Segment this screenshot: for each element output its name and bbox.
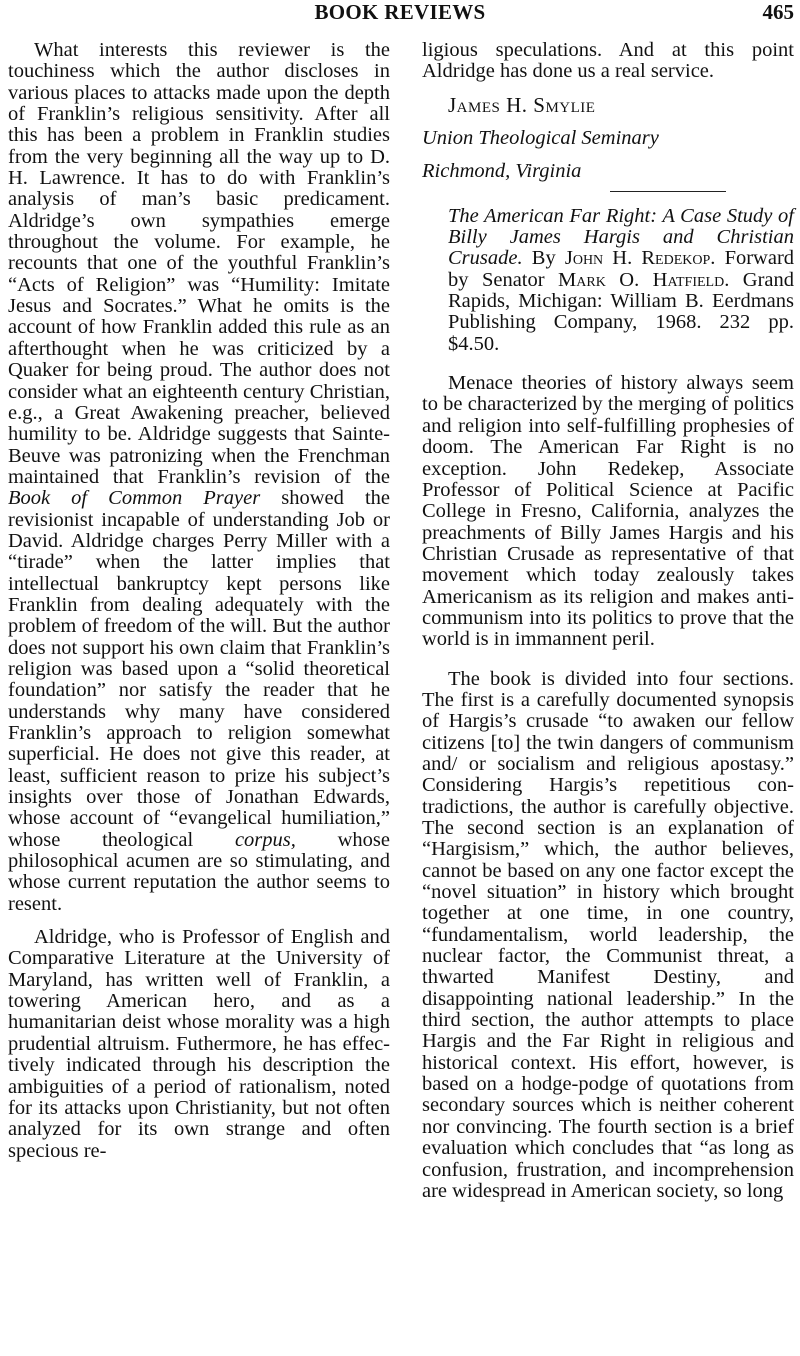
left-para1-book-title: Book of Common Prayer (8, 487, 261, 510)
section-divider (610, 191, 726, 192)
book-forward-author: Mark O. Hatfield. (558, 268, 730, 291)
right-continuation: ligious speculations. And at this point Aldridge has done us a real service. (422, 39, 794, 83)
reviewer-institution: Union Theological Seminary (422, 127, 659, 150)
reviewer-name: James H. Smylie (448, 92, 596, 117)
right-column (422, 40, 794, 1202)
book-by: By (531, 247, 556, 270)
left-paragraph-1 (8, 40, 390, 915)
reviewer-place: Richmond, Virginia (422, 160, 582, 183)
book-citation (422, 206, 794, 355)
book-publication: Grand Rapids, Michigan: William B. Eerdmans Publishing Company, 1968. 232 pp. $4.50. (448, 268, 795, 355)
right-paragraph-1: Menace theories of history always seem to be characterized by the merging of politics and religion into self-fulfilling prophesies of doom. The American Far Right is no exception. John Redekep, Associate Professor of Political Science at Pacific College in Fresno, California, analyzes the preachments of Billy James Hargis and his Christian Crusade as representative of that movement which today zealously takes Americanism as its religion and makes anti-communism into its politics to prove that the world is in immannent peril. (422, 372, 794, 651)
book-title: The American Far Right: A Case Study of Billy James Hargis and Christian Crusade. (448, 204, 794, 270)
left-para1-text-b: showed the revisionist incapable of understanding Job or David. Aldridge charges Perry Miller with a “tirade” when the latter implies that intellectual bankruptcy kept persons like Franklin from dealing adequately with the problem of freedom of the will. But the author does not support his own claim that Franklin’s religion was based upon a “solid theoretical foundation” nor satisfy the reader that he understands why many have considered Franklin’s approach to religion somewhat superficial. He does not give this reader, at least, sufficient reason to prize his subject’s insights over those of Jonathan Edwards, whose account of “evangelical humiliation,” whose theological (8, 487, 390, 851)
left-para1-corpus: corpus, (234, 828, 296, 851)
left-paragraph-2: Aldridge, who is Professor of English and Comparative Literature at the University of Maryland, has written well of Franklin, a towering American hero, and as a humanitarian deist whose morality was a high prudential altruism. Futhermore, he has effectively indicated through his description the ambiguities of a period of rationalism, noted for its attacks upon Christianity, but not often analyzed for its own strange and often specious re- (8, 926, 390, 1162)
running-title: BOOK REVIEWS (314, 0, 486, 24)
right-paragraph-2: The book is divided into four sections. The first is a carefully documented synopsis of Hargis’s crusade “to awaken our fellow citizens [to] the twin dangers of communism and/ or socialism and religious apostasy.” Considering Hargis’s repetitious contradictions, the author is carefully objective. The second section is an explanation of “Hargisism,” which, the author believes, cannot be based on any one factor except the “novel situation” in history which brought together at one time, in one country, “fundamentalism, world leadership, the nuclear factor, the Communist threat, a thwarted Manifest Destiny, and disappointing national leadership.” In the third section, the author attempts to place Hargis and the Far Right in religious and historical context. His effort, however, is based on a hodge-podge of quotations from secondary sources which is neither coherent nor convincing. The fourth section is a brief evaluation which concludes that “as long as confusion, frustration, and incomprehension are widespread in American society, so long (422, 667, 794, 1202)
left-column (8, 40, 390, 1162)
book-author: John H. Redekop. (564, 247, 716, 270)
left-para1-text: What interests this reviewer is the touchiness which the author discloses in various places to attacks made upon the depth of Franklin’s religious sensitivity. After all this has been a problem in Franklin studies from the very beginning all the way up to D. H. Lawrence. It has to do with Franklin’s analysis of man’s basic predicament. Aldridge’s own sympathies emerge throughout the volume. For example, he recounts that one of the youthful Franklin’s “Acts of Religion” was “Humility: Imitate Jesus and Socrates.” What he omits is the account of how Franklin added this rule as an afterthought when he was criticized by a Quaker for being proud. The author does not consider what an eighteenth century Christian, e.g., a Great Awakening preacher, believed humility to be. Aldridge suggests that Sainte-Beuve was patronizing when the Frenchman maintained that Franklin’s revision of the (8, 39, 390, 488)
left-para1-text-c: whose philosophical acumen are so stimulating, and whose current reputation the author seems to resent. (8, 828, 390, 915)
book-forward-by: Forward by Senator (448, 247, 795, 291)
page-number: 465 (762, 0, 794, 24)
